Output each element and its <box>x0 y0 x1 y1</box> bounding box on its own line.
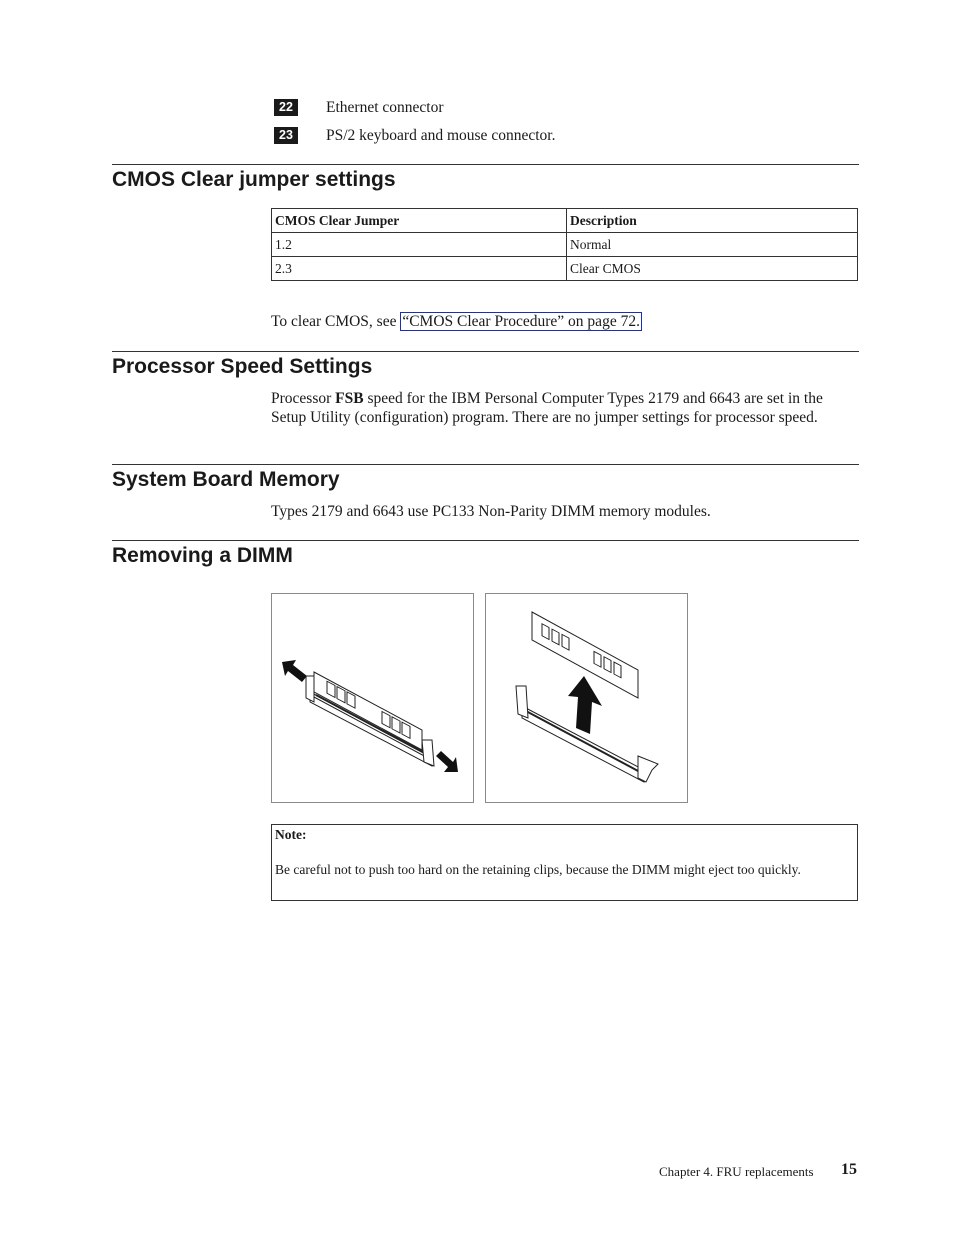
cmos-clear-paragraph <box>271 312 849 331</box>
table-cell: 1.2 <box>272 233 567 257</box>
section-divider <box>112 164 859 165</box>
section-heading-dimm: Removing a DIMM <box>112 544 293 567</box>
table-row <box>272 233 858 257</box>
cmos-jumper-table <box>271 208 858 281</box>
dimm-clip-release-illustration <box>272 594 473 802</box>
callout-number-23: 23 <box>274 127 298 144</box>
section-heading-memory: System Board Memory <box>112 468 340 491</box>
note-title: Note: <box>275 827 307 842</box>
section-divider <box>112 540 859 541</box>
dimm-clip-release-figure <box>271 593 474 803</box>
section-heading-processor: Processor Speed Settings <box>112 355 373 378</box>
cmos-clear-text: To clear CMOS, see <box>271 313 397 330</box>
dimm-removal-figure <box>485 593 688 803</box>
dimm-removal-illustration <box>486 594 687 802</box>
page-number: 15 <box>841 1161 857 1178</box>
processor-paragraph <box>271 389 849 427</box>
memory-paragraph: Types 2179 and 6643 use PC133 Non-Parity DIMM memory modules. <box>271 503 711 520</box>
cmos-clear-procedure-link[interactable]: “CMOS Clear Procedure” on page 72. <box>402 313 640 330</box>
table-header-row <box>272 209 858 233</box>
legend-item-text: Ethernet connector <box>326 99 444 116</box>
section-heading-cmos: CMOS Clear jumper settings <box>112 168 396 191</box>
callout-number-22: 22 <box>274 99 298 116</box>
table-cell: 2.3 <box>272 257 567 281</box>
processor-text-start: Processor <box>271 390 332 407</box>
fsb-bold-term: FSB <box>335 390 364 407</box>
note-text: Be careful not to push too hard on the retaining clips, because the DIMM might eject too quickly. <box>275 862 801 877</box>
table-cell: Normal <box>567 233 858 257</box>
column-header-description: Description <box>567 209 858 233</box>
note-box <box>271 824 858 901</box>
processor-text-rest: speed for the IBM Personal Computer Types 2179 and 6643 are set in the Setup Utility (configuration) program. There are no jumper settings for processor speed. <box>271 390 823 426</box>
table-cell: Clear CMOS <box>567 257 858 281</box>
section-divider <box>112 351 859 352</box>
section-divider <box>112 464 859 465</box>
column-header-jumper: CMOS Clear Jumper <box>272 209 567 233</box>
legend-item-text: PS/2 keyboard and mouse connector. <box>326 127 556 144</box>
footer-chapter-title: Chapter 4. FRU replacements <box>659 1164 814 1179</box>
table-row <box>272 257 858 281</box>
